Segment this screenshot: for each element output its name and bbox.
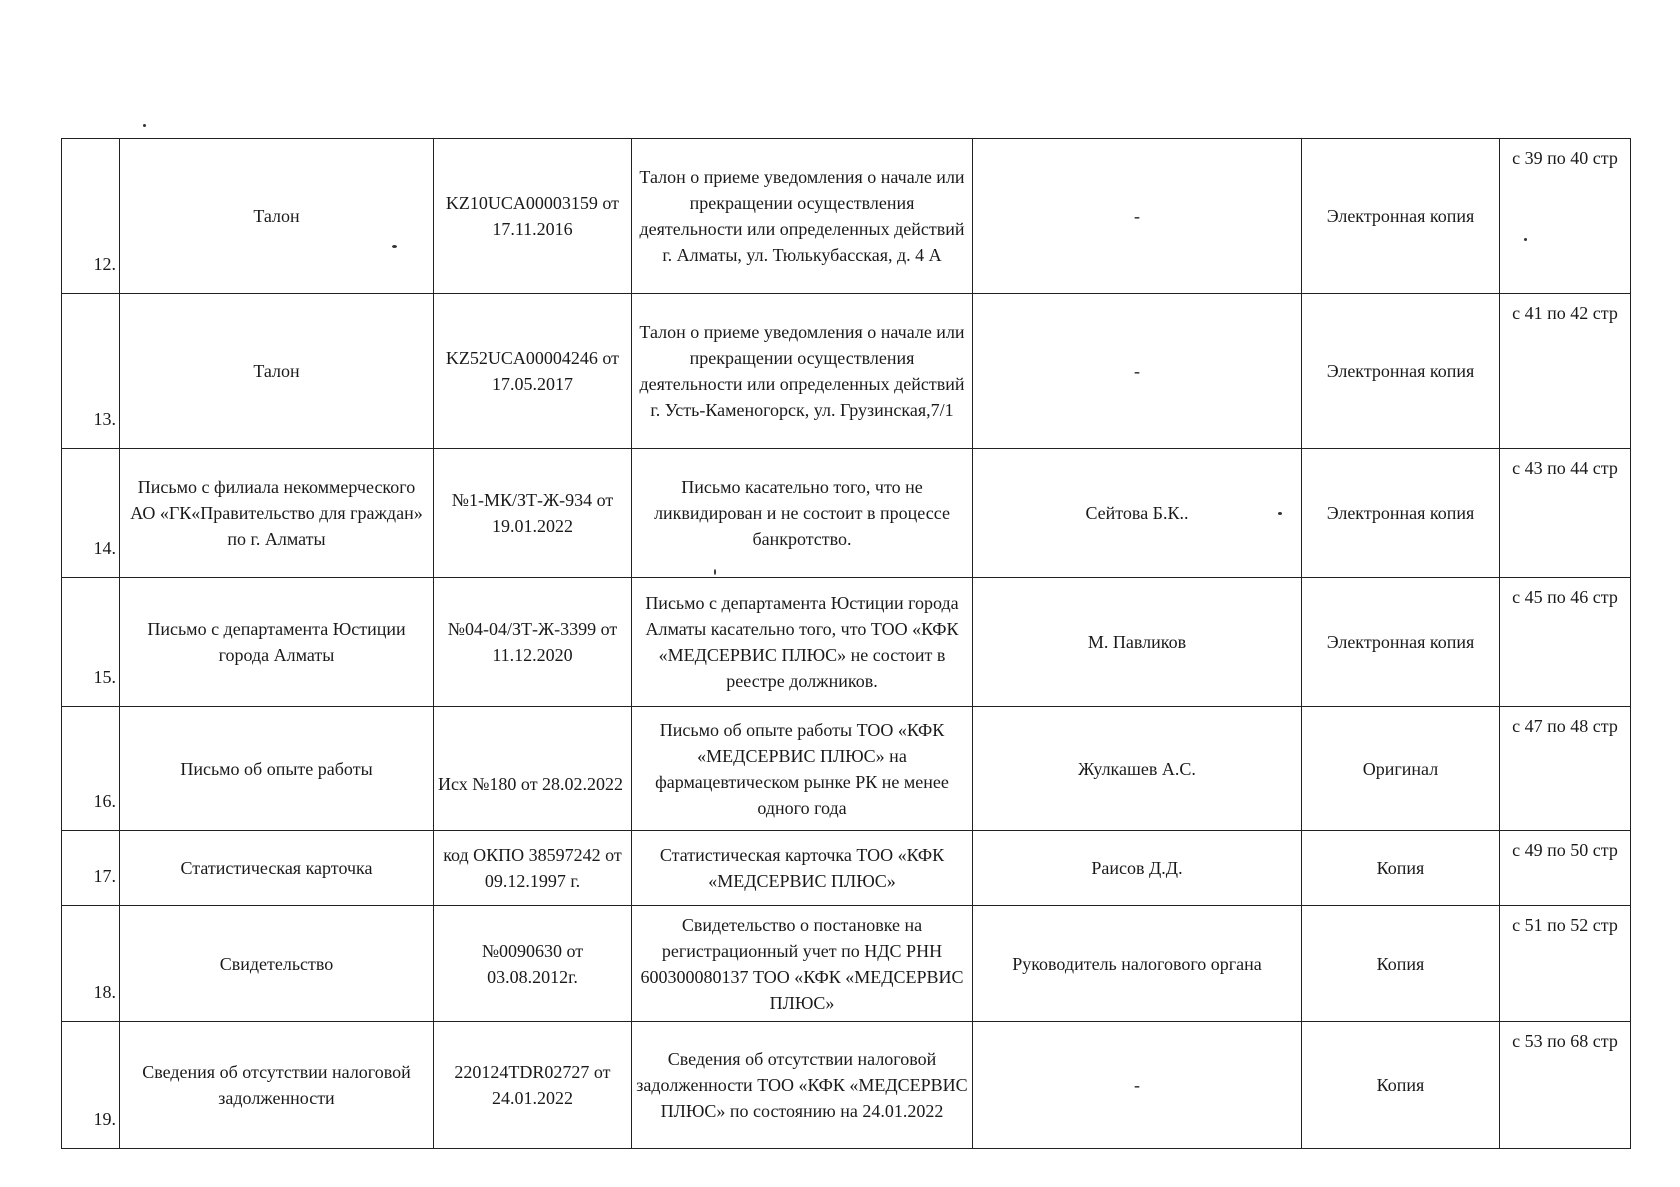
document-signer: Руководитель налогового органа xyxy=(973,906,1302,1022)
document-name: Статистическая карточка xyxy=(120,831,434,906)
document-number: 220124TDR02727 от 24.01.2022 xyxy=(434,1022,632,1149)
document-number: №04-04/ЗТ-Ж-3399 от 11.12.2020 xyxy=(434,578,632,707)
document-signer: Раисов Д.Д. xyxy=(973,831,1302,906)
row-number: 17. xyxy=(62,831,120,906)
row-number: 13. xyxy=(62,294,120,449)
document-pages: с 39 по 40 стр xyxy=(1500,139,1631,294)
document-pages: с 43 по 44 стр xyxy=(1500,449,1631,578)
table-row xyxy=(62,906,1631,1022)
row-number: 16. xyxy=(62,707,120,831)
document-pages: с 41 по 42 стр xyxy=(1500,294,1631,449)
table-row xyxy=(62,294,1631,449)
document-name: Свидетельство xyxy=(120,906,434,1022)
document-description: Статистическая карточка ТОО «КФК «МЕДСЕРВИС ПЛЮС» xyxy=(632,831,973,906)
document-description: Талон о приеме уведомления о начале или прекращении осуществления деятельности или определенных действий г. Усть-Каменогорск, ул. Грузинская,7/1 xyxy=(632,294,973,449)
document-signer: - xyxy=(973,139,1302,294)
document-description: Письмо касательно того, что не ликвидирован и не состоит в процессе банкротство. xyxy=(632,449,973,578)
document-name: Талон xyxy=(120,139,434,294)
document-name: Сведения об отсутствии налоговой задолженности xyxy=(120,1022,434,1149)
row-number: 18. xyxy=(62,906,120,1022)
document-name: Талон xyxy=(120,294,434,449)
document-number: KZ10UCA00003159 от 17.11.2016 xyxy=(434,139,632,294)
document-number: код ОКПО 38597242 от 09.12.1997 г. xyxy=(434,831,632,906)
document-description: Сведения об отсутствии налоговой задолженности ТОО «КФК «МЕДСЕРВИС ПЛЮС» по состоянию на 24.01.2022 xyxy=(632,1022,973,1149)
document-form: Электронная копия xyxy=(1302,139,1500,294)
document-number-text: Исх №180 от 28.02.2022 xyxy=(438,773,624,794)
document-form: Копия xyxy=(1302,831,1500,906)
document-form: Оригинал xyxy=(1302,707,1500,831)
document-name: Письмо с департамента Юстиции города Алматы xyxy=(120,578,434,707)
document-number xyxy=(434,707,632,831)
documents-table xyxy=(61,138,1631,1149)
document-signer: Сейтова Б.К.. xyxy=(973,449,1302,578)
table-row xyxy=(62,139,1631,294)
document-form: Копия xyxy=(1302,1022,1500,1149)
table-row xyxy=(62,707,1631,831)
row-number: 15. xyxy=(62,578,120,707)
document-pages: с 51 по 52 стр xyxy=(1500,906,1631,1022)
document-pages: с 49 по 50 стр xyxy=(1500,831,1631,906)
document-description: Письмо с департамента Юстиции города Алматы касательно того, что ТОО «КФК «МЕДСЕРВИС ПЛЮС» не состоит в реестре должников. xyxy=(632,578,973,707)
scan-speck xyxy=(143,124,146,127)
document-name: Письмо с филиала некоммерческого АО «ГК«Правительство для граждан» по г. Алматы xyxy=(120,449,434,578)
document-number: №1-МК/ЗТ-Ж-934 от 19.01.2022 xyxy=(434,449,632,578)
document-pages: с 47 по 48 стр xyxy=(1500,707,1631,831)
document-number: №0090630 от 03.08.2012г. xyxy=(434,906,632,1022)
document-description: Свидетельство о постановке на регистрационный учет по НДС РНН 600300080137 ТОО «КФК «МЕДСЕРВИС ПЛЮС» xyxy=(632,906,973,1022)
document-form: Копия xyxy=(1302,906,1500,1022)
document-name: Письмо об опыте работы xyxy=(120,707,434,831)
document-description: Талон о приеме уведомления о начале или прекращении осуществления деятельности или определенных действий г. Алматы, ул. Тюлькубасская, д. 4 А xyxy=(632,139,973,294)
document-form: Электронная копия xyxy=(1302,294,1500,449)
table-row xyxy=(62,578,1631,707)
document-form: Электронная копия xyxy=(1302,578,1500,707)
document-pages: с 45 по 46 стр xyxy=(1500,578,1631,707)
row-number: 14. xyxy=(62,449,120,578)
table-row xyxy=(62,1022,1631,1149)
table-row xyxy=(62,831,1631,906)
document-number: KZ52UCA00004246 от 17.05.2017 xyxy=(434,294,632,449)
document-signer: Жулкашев А.С. xyxy=(973,707,1302,831)
document-signer: - xyxy=(973,1022,1302,1149)
document-signer: М. Павликов xyxy=(973,578,1302,707)
document-signer: - xyxy=(973,294,1302,449)
row-number: 19. xyxy=(62,1022,120,1149)
document-form: Электронная копия xyxy=(1302,449,1500,578)
document-pages: с 53 по 68 стр xyxy=(1500,1022,1631,1149)
table-row xyxy=(62,449,1631,578)
row-number: 12. xyxy=(62,139,120,294)
document-description: Письмо об опыте работы ТОО «КФК «МЕДСЕРВИС ПЛЮС» на фармацевтическом рынке РК не менее одного года xyxy=(632,707,973,831)
